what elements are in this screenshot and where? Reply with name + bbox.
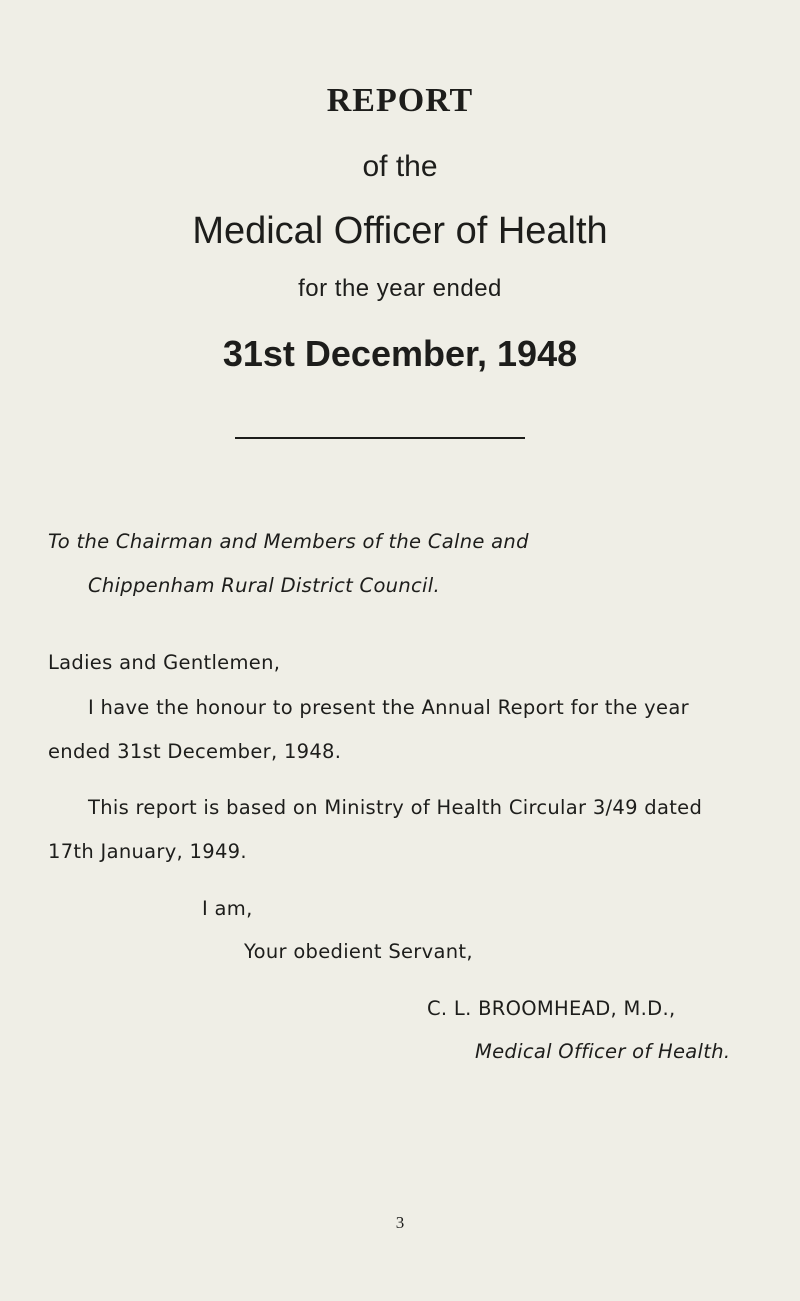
report-date: 31st December, 1948 [222,333,578,374]
signature-name: C. L. BROOMHEAD, M.D., [427,997,676,1020]
report-subtitle-of-the: of the [362,150,438,183]
report-subtitle-officer: Medical Officer of Health [192,210,608,252]
report-title: REPORT [326,82,474,119]
closing-line-2: Your obedient Servant, [244,940,473,963]
body-paragraph-2-line-1: This report is based on Ministry of Health Circular 3/49 dated [88,796,703,819]
title-divider [235,437,525,439]
body-paragraph-1-line-2: ended 31st December, 1948. [48,740,342,763]
closing-line-1: I am, [202,897,253,920]
report-subtitle-year-ended: for the year ended [298,275,502,302]
signature-title: Medical Officer of Health. [475,1040,731,1063]
page-number: 3 [395,1213,405,1232]
body-paragraph-2-line-2: 17th January, 1949. [48,840,247,863]
body-paragraph-1-line-1: I have the honour to present the Annual Report for the year [88,696,689,719]
address-line-1: To the Chairman and Members of the Calne and [48,530,529,553]
address-line-2: Chippenham Rural District Council. [88,574,440,597]
salutation: Ladies and Gentlemen, [48,651,281,674]
